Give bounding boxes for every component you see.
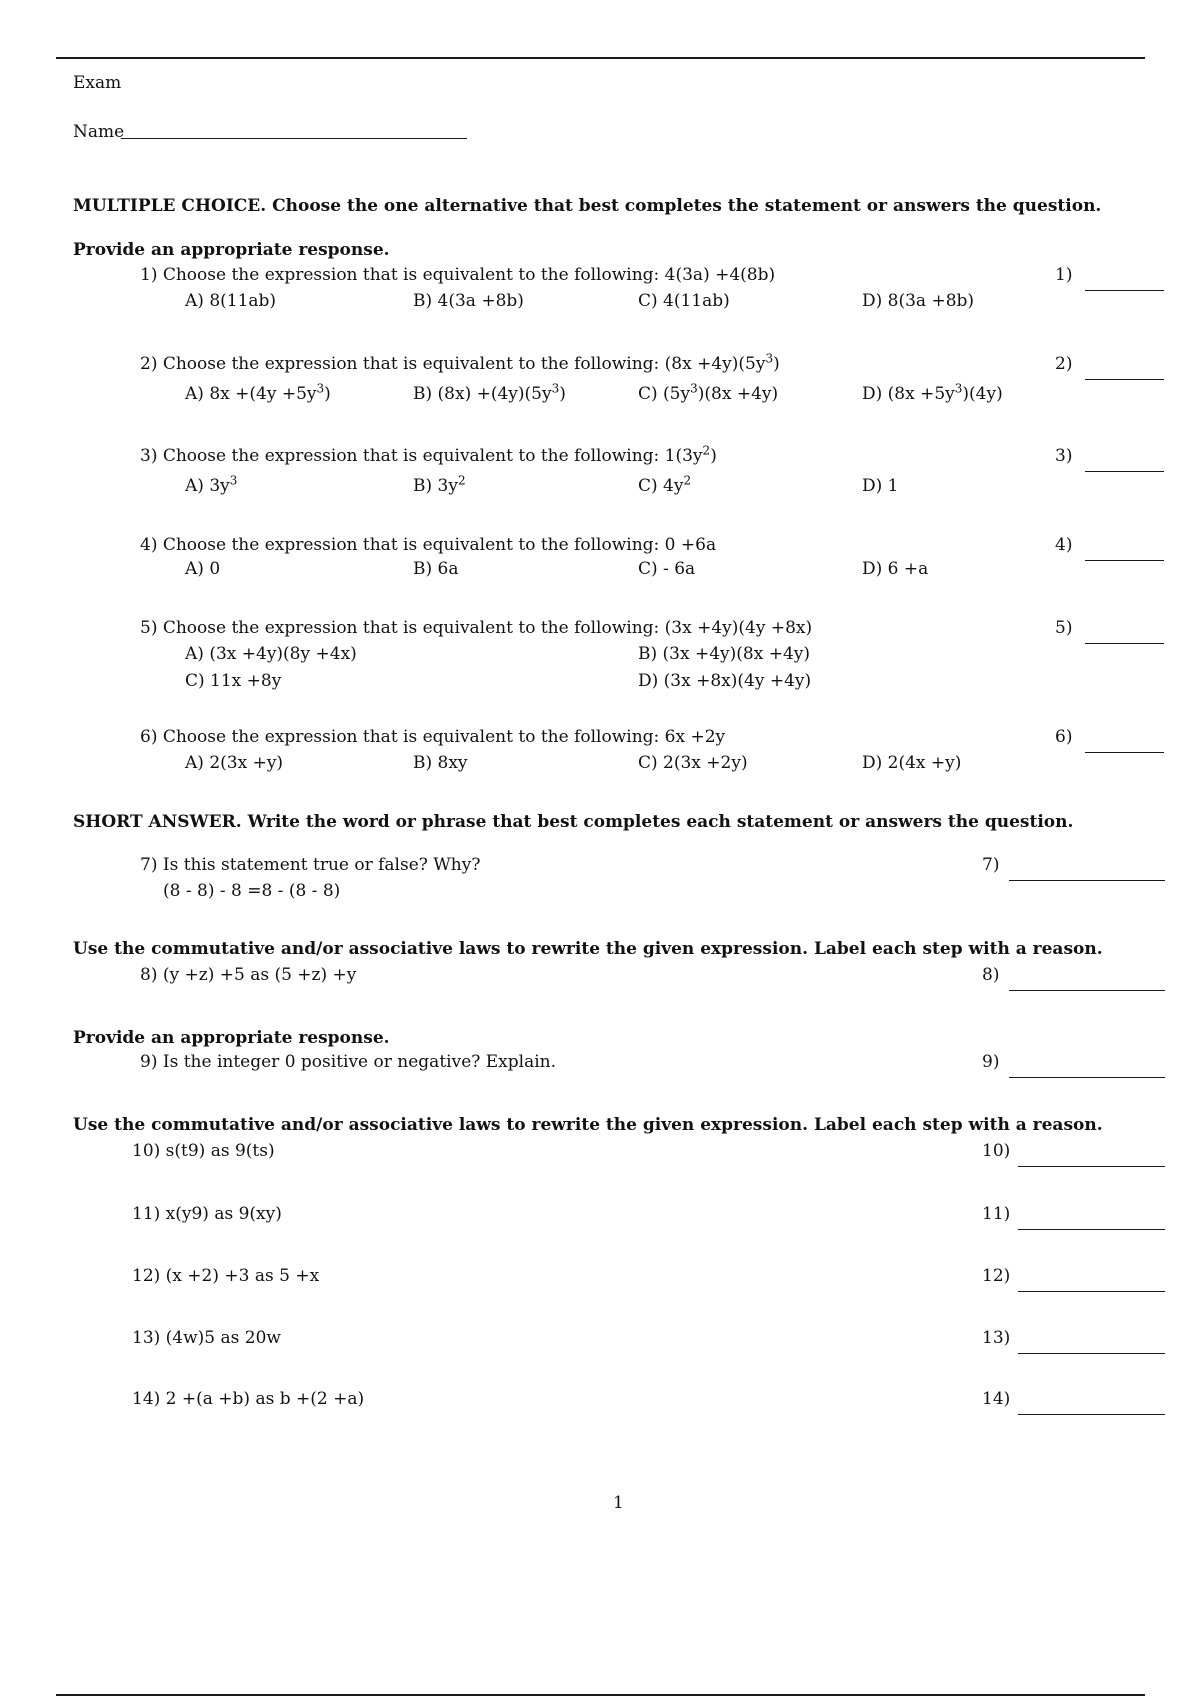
q1-option-a: A) 8(11ab) — [185, 291, 277, 311]
q3-option-a: A) $3y^3$ — [185, 473, 238, 496]
question-11: 11) x(y9) as 9(xy) — [132, 1204, 282, 1224]
answer-blank-7[interactable] — [1009, 880, 1165, 881]
q6-option-d: D) 2(4x +y) — [862, 753, 962, 773]
q2-option-c: C) $(5y^3)(8x +4y)$ — [638, 381, 779, 404]
sa-heading: SHORT ANSWER. Write the word or phrase that best completes each statement or answers the question. — [73, 812, 1074, 832]
question-2: 2) Choose the expression that is equivalent to the following: $(8x +4y)(5y^3)$ — [140, 351, 780, 374]
answer-number-8: 8) — [982, 965, 1000, 985]
name-label: Name — [73, 122, 125, 142]
answer-number-2: 2) — [1055, 354, 1073, 374]
answer-blank-6[interactable] — [1085, 752, 1164, 753]
question-12: 12) (x +2) +3 as 5 +x — [132, 1266, 320, 1286]
q3-option-b: B) $3y^2$ — [413, 473, 466, 496]
q5-option-c: C) 11x +8y — [185, 671, 282, 691]
answer-blank-2[interactable] — [1085, 379, 1164, 380]
name-field[interactable] — [121, 138, 467, 139]
answer-number-12: 12) — [982, 1266, 1011, 1286]
bottom-rule — [56, 1694, 1145, 1696]
q1-option-d: D) 8(3a +8b) — [862, 291, 975, 311]
top-rule — [56, 57, 1145, 59]
answer-number-13: 13) — [982, 1328, 1011, 1348]
q5-option-b: B) (3x +4y)(8x +4y) — [638, 644, 811, 664]
answer-number-11: 11) — [982, 1204, 1011, 1224]
answer-blank-4[interactable] — [1085, 560, 1164, 561]
mc-heading: MULTIPLE CHOICE. Choose the one alternative that best completes the statement or answers the question. — [73, 196, 1102, 216]
answer-blank-5[interactable] — [1085, 643, 1164, 644]
q4-option-d: D) 6 +a — [862, 559, 929, 579]
question-7: 7) Is this statement true or false? Why? — [140, 855, 481, 875]
question-5: 5) Choose the expression that is equivalent to the following: (3x +4y)(4y +8x) — [140, 618, 813, 638]
q4-option-c: C) - 6a — [638, 559, 696, 579]
answer-blank-3[interactable] — [1085, 471, 1164, 472]
question-8: 8) (y +z) +5 as (5 +z) +y — [140, 965, 357, 985]
question-1: 1) Choose the expression that is equivalent to the following: 4(3a) +4(8b) — [140, 265, 776, 285]
q4-option-a: A) 0 — [185, 559, 221, 579]
q3-option-c: C) $4y^2$ — [638, 473, 692, 496]
answer-blank-10[interactable] — [1018, 1166, 1165, 1167]
q2-option-b: B) $(8x) +(4y)(5y^3)$ — [413, 381, 566, 404]
q4-option-b: B) 6a — [413, 559, 459, 579]
answer-blank-14[interactable] — [1018, 1414, 1165, 1415]
answer-number-3: 3) — [1055, 446, 1073, 466]
question-4: 4) Choose the expression that is equivalent to the following: 0 +6a — [140, 535, 717, 555]
q6-option-a: A) 2(3x +y) — [185, 753, 284, 773]
q6-option-c: C) 2(3x +2y) — [638, 753, 748, 773]
q5-option-a: A) (3x +4y)(8y +4x) — [185, 644, 357, 664]
question-10: 10) s(t9) as 9(ts) — [132, 1141, 275, 1161]
q3-option-d: D) 1 — [862, 476, 899, 496]
q5-option-d: D) (3x +8x)(4y +4y) — [638, 671, 812, 691]
instruction-2: Provide an appropriate response. — [73, 1028, 390, 1048]
q1-option-b: B) 4(3a +8b) — [413, 291, 524, 311]
answer-number-1: 1) — [1055, 265, 1073, 285]
answer-blank-13[interactable] — [1018, 1353, 1165, 1354]
mc-instruction: Provide an appropriate response. — [73, 240, 390, 260]
answer-number-7: 7) — [982, 855, 1000, 875]
question-13: 13) (4w)5 as 20w — [132, 1328, 281, 1348]
answer-blank-9[interactable] — [1009, 1077, 1165, 1078]
answer-blank-12[interactable] — [1018, 1291, 1165, 1292]
answer-number-5: 5) — [1055, 618, 1073, 638]
q2-option-d: D) $(8x +5y^3)(4y)$ — [862, 381, 1003, 404]
answer-number-4: 4) — [1055, 535, 1073, 555]
question-9: 9) Is the integer 0 positive or negative? Explain. — [140, 1052, 557, 1072]
answer-number-9: 9) — [982, 1052, 1000, 1072]
laws-instruction-1: Use the commutative and/or associative laws to rewrite the given expression. Label each step with a reason. — [73, 939, 1103, 959]
question-7-expression: (8 - 8) - 8 =8 - (8 - 8) — [163, 881, 341, 901]
question-14: 14) 2 +(a +b) as b +(2 +a) — [132, 1389, 365, 1409]
q1-option-c: C) 4(11ab) — [638, 291, 730, 311]
answer-blank-8[interactable] — [1009, 990, 1165, 991]
q6-option-b: B) 8xy — [413, 753, 468, 773]
q2-option-a: A) $8x +(4y +5y^3)$ — [185, 381, 331, 404]
question-6: 6) Choose the expression that is equivalent to the following: 6x +2y — [140, 727, 726, 747]
answer-number-6: 6) — [1055, 727, 1073, 747]
answer-blank-1[interactable] — [1085, 290, 1164, 291]
question-3: 3) Choose the expression that is equivalent to the following: $1(3y^2)$ — [140, 443, 717, 466]
answer-blank-11[interactable] — [1018, 1229, 1165, 1230]
answer-number-14: 14) — [982, 1389, 1011, 1409]
exam-label: Exam — [73, 73, 122, 93]
laws-instruction-2: Use the commutative and/or associative laws to rewrite the given expression. Label each step with a reason. — [73, 1115, 1103, 1135]
page-number: 1 — [613, 1493, 624, 1513]
answer-number-10: 10) — [982, 1141, 1011, 1161]
